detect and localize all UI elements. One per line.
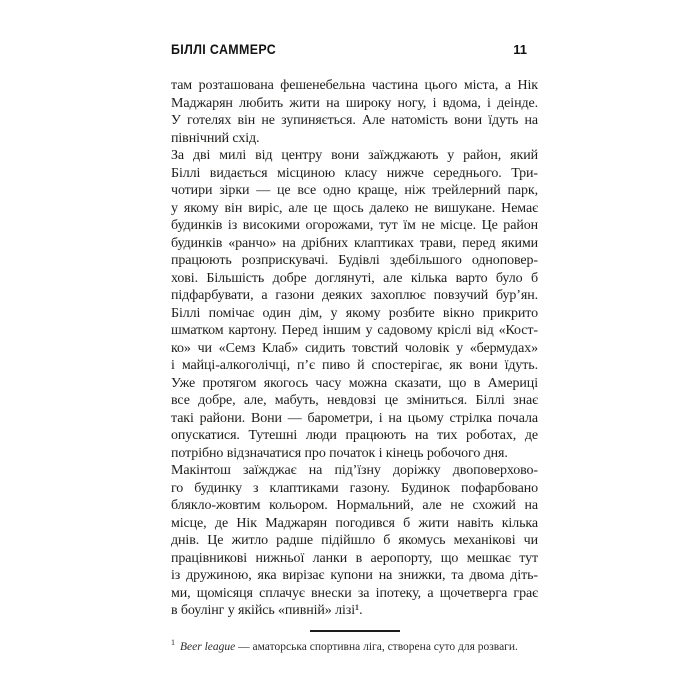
text-line: блякло-жовтим кольором. Нормальний, але не схожий на [171,498,538,513]
text-line: будинків «ранчо» на дрібних клаптиках трави, перед якими [171,235,538,251]
page-number: 11 [513,42,527,57]
body-text [171,77,538,620]
text-line: ми, щомісяця сплачує внески за іпотеку, а щочетверга грає [171,585,538,601]
text-line: За дві милі від центру вони заїжджають у район, який [171,148,538,163]
text-line: ко» чи «Семз Клаб» сидить товстий чоловік у «бермудах» [171,340,538,356]
text-line: Маджарян любить жити на широку ногу, і вдома, і деінде. [171,95,538,111]
text-line: У готелях він не зупиняється. Але натомість вони їдуть на [171,113,538,128]
text-line: працюють розприскувачі. Будівлі здебільшого одноповер- [171,253,538,268]
text-line: у якому він виріс, але це щось далеко не вишукане. Немає [171,200,538,216]
text-line: Біллі видається місциною класу нижче середнього. Три- [171,165,538,181]
text-line: місце, де Нік Маджарян погодився б жити навіть кілька [171,515,538,531]
text-line: днів. Це житло радше підійшло б якомусь механікові чи [171,533,538,548]
text-line: потрібно відзначатися про початок і кінець робочого дня. [171,445,508,461]
text-line: в боулінг у якійсь «пивній» лізі¹. [171,603,363,618]
footnote-rule [310,630,400,632]
book-title: БІЛЛІ САММЕРС [171,42,277,57]
text-line: підфарбувати, а газони деяких захоплює повзучий бур’ян. [171,288,538,303]
footnote-text: — аматорська спортивна ліга, створена суто для розваги. [235,640,518,653]
text-line: шматком картону. Перед іншим у садовому кріслі від «Кост- [171,323,538,338]
text-line: північний схід. [171,130,260,146]
text-line: працівникові нижньої ланки в аеропорту, що мешкає тут [171,550,538,566]
footnote-marker: 1 [171,637,175,647]
text-line: Макінтош заїжджає на під’їзну доріжку двоповерхово- [171,463,538,478]
text-line: і майці-алкоголічці, п’є пиво й спостерігає, як вони їдуть. [171,358,538,373]
text-line: там розташована фешенебельна частина цього міста, а Нік [171,78,538,93]
text-line: будинків із високими огорожами, тут їм не місце. Це район [171,218,538,233]
footnote [171,637,538,654]
text-line: го будинку з клаптиками газону. Будинок пофарбовано [171,480,538,496]
text-line: такі райони. Вони — барометри, і на цьому стрілка почала [171,410,538,426]
text-line: Біллі помічає один дім, у якому розбите вікно прикрито [171,305,538,321]
text-line: опускатися. Тутешні люди працюють на тих роботах, де [171,428,538,443]
text-line: чотири зірки — це все одно краще, ніж трейлерний парк, [171,183,538,198]
text-line: із дружиною, яка вирізає купони на знижки, та двома діть- [171,568,538,583]
running-head [171,42,538,56]
text-line: все добре, але, мабуть, невдовзі це зміниться. Біллі знає [171,393,538,408]
text-line: Уже протягом якогось часу можна сказати, що в Америці [171,375,538,391]
footnote-term: Beer league [180,640,236,653]
page-content [171,42,538,654]
text-line: хові. Більшість добре доглянуті, але кілька варто було б [171,270,538,286]
